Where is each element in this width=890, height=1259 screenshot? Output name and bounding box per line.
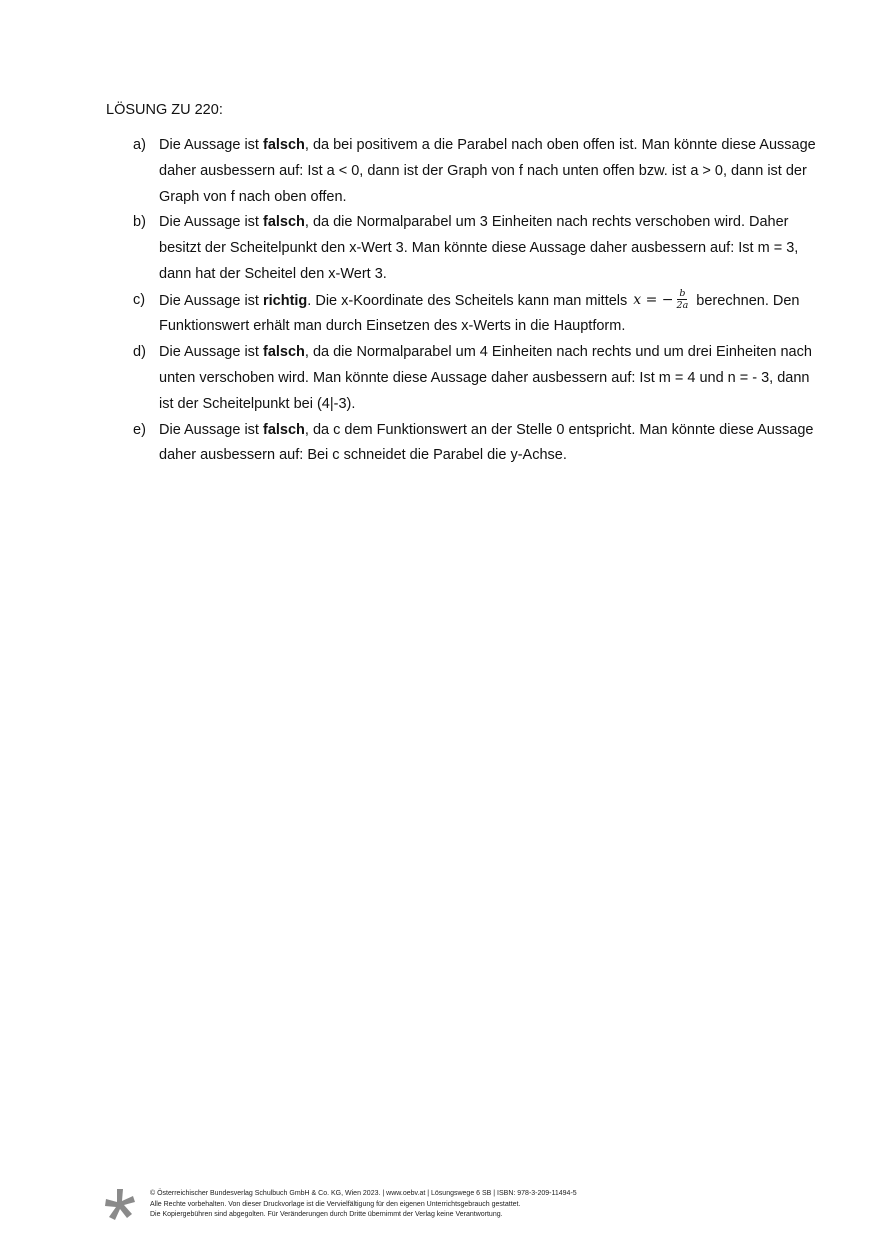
formula-lhs: x = − xyxy=(633,291,674,308)
item-letter: b) xyxy=(133,214,146,231)
item-text xyxy=(159,422,814,464)
solution-item-d xyxy=(133,340,823,417)
item-text-pre: Die Aussage ist xyxy=(159,137,263,153)
item-text xyxy=(159,344,812,412)
item-text-body: , da die Normalparabel um 4 Einheiten nach rechts und um drei Einheiten nach unten verschoben wird. Man könnte diese Aussage daher ausbessern auf: Ist m = 4 und n = - 3, dann ist der Scheitelpunkt bei (4|-3). xyxy=(159,344,812,412)
fraction-denominator: 2a xyxy=(676,300,689,312)
verdict-label: richtig xyxy=(262,292,308,309)
item-letter: d) xyxy=(133,344,146,361)
item-letter: c) xyxy=(133,291,146,308)
item-text-pre: Die Aussage ist xyxy=(159,421,263,438)
item-letter: a) xyxy=(133,137,146,153)
item-text-body: , da bei positivem a die Parabel nach oben offen ist. Man könnte diese Aussage daher ausbessern auf: Ist a < 0, dann ist der Graph von f nach unten offen bzw. ist a > 0, dann ist der Graph von f nach oben offen. xyxy=(159,137,816,205)
verdict-label: falsch xyxy=(262,214,305,231)
footer-line-1: © Österreichischer Bundesverlag Schulbuch GmbH & Co. KG, Wien 2023. | www.oebv.at | Lösungswege 6 SB | ISBN: 978-3-209-11494-5 xyxy=(150,1190,577,1197)
item-text-body: . Die x-Koordinate des Scheitels kann man mittels xyxy=(307,292,632,309)
solution-list xyxy=(133,133,823,469)
publisher-asterisk-logo-icon xyxy=(104,1188,136,1222)
solution-item-a xyxy=(133,133,823,210)
solution-item-c xyxy=(133,288,823,340)
item-text-pre: Die Aussage ist xyxy=(159,292,263,309)
vertex-formula xyxy=(633,288,690,314)
footer-copyright xyxy=(150,1189,577,1221)
solution-item-b xyxy=(133,210,823,287)
item-text-pre: Die Aussage ist xyxy=(159,214,263,231)
footer-line-3: Die Kopiergebühren sind abgegolten. Für Veränderungen durch Dritte übernimmt der Verlag keine Verantwortung. xyxy=(150,1211,503,1218)
page-footer xyxy=(104,1188,804,1224)
item-text-pre: Die Aussage ist xyxy=(159,344,263,361)
solution-item-e xyxy=(133,418,823,470)
item-letter: e) xyxy=(133,421,146,438)
formula-fraction xyxy=(675,288,691,311)
page-title: LÖSUNG ZU 220: xyxy=(106,102,223,118)
footer-line-2: Alle Rechte vorbehalten. Von dieser Druckvorlage ist die Vervielfältigung für den eigenen Unterrichtsgebrauch gestattet. xyxy=(150,1200,521,1208)
item-text-body: , da c dem Funktionswert an der Stelle 0 entspricht. Man könnte diese Aussage daher ausbessern auf: Bei c schneidet die Parabel die y-Achse. xyxy=(159,421,814,464)
fraction-numerator: b xyxy=(679,288,686,300)
verdict-label: falsch xyxy=(262,344,305,361)
item-text-body-end: berechnen. Den Funktionswert erhält man durch Einsetzen des x-Werts in die Hauptform. xyxy=(159,292,800,335)
item-text xyxy=(159,214,798,282)
item-text-body: , da die Normalparabel um 3 Einheiten nach rechts verschoben wird. Daher besitzt der Scheitelpunkt den x-Wert 3. Man könnte diese Aussage daher ausbessern auf: Ist m = 3, dann hat der Scheitel den x-Wert 3. xyxy=(159,214,799,282)
item-text xyxy=(159,288,800,335)
verdict-label: falsch xyxy=(262,421,305,438)
verdict-label: falsch xyxy=(262,137,305,153)
item-text xyxy=(159,137,816,205)
